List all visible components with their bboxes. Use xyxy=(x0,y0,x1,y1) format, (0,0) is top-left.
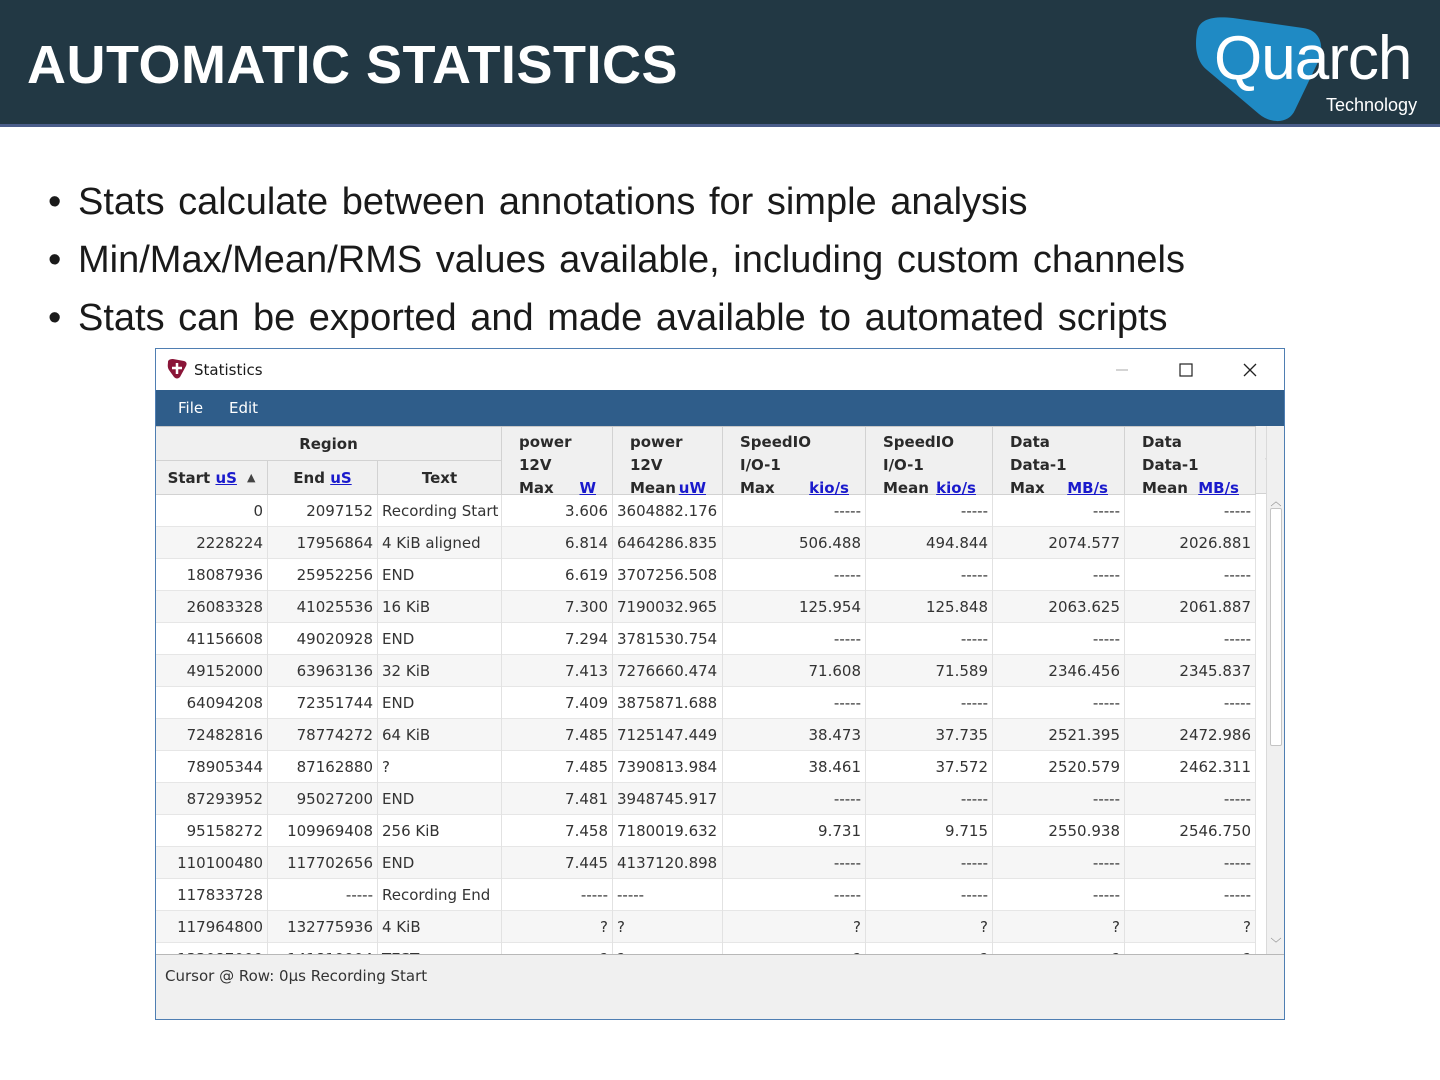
table-cell: 7276660.474 xyxy=(613,655,723,687)
table-cell: 256 KiB xyxy=(378,815,502,847)
bullet-text: Stats calculate between annotations for simple analysis xyxy=(78,181,1028,223)
vertical-scrollbar[interactable] xyxy=(1266,426,1284,954)
table-cell: 18087936 xyxy=(156,559,268,591)
scroll-down-icon[interactable]: ﹀ xyxy=(1270,938,1282,950)
table-cell: 7125147.449 xyxy=(613,719,723,751)
table-cell: 7.409 xyxy=(502,687,613,719)
column-header-line: Data xyxy=(1142,433,1182,451)
table-cell: 64 KiB xyxy=(378,719,502,751)
column-header[interactable] xyxy=(502,427,613,495)
table-row[interactable] xyxy=(156,719,1256,751)
column-header-line: 12V xyxy=(519,456,552,474)
menu-bar xyxy=(156,390,1284,426)
table-cell: 64094208 xyxy=(156,687,268,719)
column-header-label: End xyxy=(293,468,325,487)
table-cell: ----- xyxy=(613,879,723,911)
table-cell: 7.458 xyxy=(502,815,613,847)
table-cell: 6.619 xyxy=(502,559,613,591)
column-header-line: power xyxy=(630,433,683,451)
table-cell: 49152000 xyxy=(156,655,268,687)
table-cell: 117964800 xyxy=(156,911,268,943)
column-unit-link[interactable]: uS xyxy=(330,468,352,487)
slide-header xyxy=(0,0,1440,127)
table-cell: ----- xyxy=(866,879,993,911)
table-cell: 117833728 xyxy=(156,879,268,911)
table-cell: 87293952 xyxy=(156,783,268,815)
table-cell: 0 xyxy=(156,495,268,527)
table-cell: 9.715 xyxy=(866,815,993,847)
table-cell: 109969408 xyxy=(268,815,378,847)
table-cell: 125.848 xyxy=(866,591,993,623)
table-row[interactable] xyxy=(156,559,1256,591)
table-cell: 6.814 xyxy=(502,527,613,559)
column-unit-link[interactable]: kio/s xyxy=(936,479,976,497)
window-title: Statistics xyxy=(194,361,263,379)
column-header[interactable] xyxy=(866,427,993,495)
table-row[interactable] xyxy=(156,687,1256,719)
table-cell: 3.606 xyxy=(502,495,613,527)
table-cell: 6464286.835 xyxy=(613,527,723,559)
table-cell: ? xyxy=(502,911,613,943)
column-unit-link[interactable]: uS xyxy=(215,468,237,487)
table-cell: 78905344 xyxy=(156,751,268,783)
table-cell: 2546.750 xyxy=(1125,815,1256,847)
table-cell: 71.589 xyxy=(866,655,993,687)
table-cell: END xyxy=(378,847,502,879)
table-cell: END xyxy=(378,559,502,591)
column-header-line: power xyxy=(519,433,572,451)
table-row[interactable] xyxy=(156,847,1256,879)
table-cell: END xyxy=(378,783,502,815)
close-button[interactable] xyxy=(1227,349,1273,390)
table-cell: 132775936 xyxy=(268,911,378,943)
logo-wordmark: Quarch xyxy=(1214,24,1412,93)
table-cell: 506.488 xyxy=(723,527,866,559)
table-cell: 2521.395 xyxy=(993,719,1125,751)
table-cell: ? xyxy=(723,911,866,943)
table-cell: ? xyxy=(1125,911,1256,943)
table-cell: 7390813.984 xyxy=(613,751,723,783)
bullet-item xyxy=(48,180,1408,238)
column-header[interactable] xyxy=(1125,427,1256,495)
table-cell: 87162880 xyxy=(268,751,378,783)
column-unit-link[interactable]: uW xyxy=(678,479,706,497)
bullet-dot: • xyxy=(48,239,62,281)
table-cell: Recording End xyxy=(378,879,502,911)
table-cell: END xyxy=(378,687,502,719)
region-group-header: Region xyxy=(156,427,502,461)
table-row[interactable] xyxy=(156,527,1256,559)
table-cell: 26083328 xyxy=(156,591,268,623)
table-cell: ----- xyxy=(1125,783,1256,815)
table-cell: 7.485 xyxy=(502,751,613,783)
column-header-line: Data-1 xyxy=(1142,456,1199,474)
table-cell: 2228224 xyxy=(156,527,268,559)
status-bar xyxy=(156,954,1284,1019)
table-cell: 4 KiB aligned xyxy=(378,527,502,559)
table-cell: ? xyxy=(613,911,723,943)
table-cell: ----- xyxy=(993,559,1125,591)
table-cell: 2074.577 xyxy=(993,527,1125,559)
table-cell: ----- xyxy=(1125,559,1256,591)
column-header-label: Max xyxy=(1010,479,1045,497)
column-header-line: I/O-1 xyxy=(740,456,781,474)
column-header[interactable] xyxy=(993,427,1125,495)
column-header[interactable] xyxy=(268,461,378,495)
table-cell: ? xyxy=(866,911,993,943)
table-cell: 9.731 xyxy=(723,815,866,847)
table-cell: 7180019.632 xyxy=(613,815,723,847)
table-cell: ? xyxy=(993,911,1125,943)
table-cell: ? xyxy=(378,751,502,783)
table-cell: 71.608 xyxy=(723,655,866,687)
column-header-label: Start xyxy=(167,468,211,487)
column-header-line: SpeedIO xyxy=(740,433,811,451)
table-cell: 4 KiB xyxy=(378,911,502,943)
table-cell: 2097152 xyxy=(268,495,378,527)
bullet-dot: • xyxy=(48,297,62,339)
table-cell: 7190032.965 xyxy=(613,591,723,623)
table-cell: 3604882.176 xyxy=(613,495,723,527)
column-header-line: Data-1 xyxy=(1010,456,1067,474)
table-cell: 95158272 xyxy=(156,815,268,847)
table-cell: 72351744 xyxy=(268,687,378,719)
close-icon xyxy=(1243,363,1257,377)
table-row[interactable] xyxy=(156,623,1256,655)
table-cell: ----- xyxy=(993,783,1125,815)
table-cell: ----- xyxy=(1125,687,1256,719)
table-cell: 38.461 xyxy=(723,751,866,783)
table-cell: 37.735 xyxy=(866,719,993,751)
minimize-icon xyxy=(1115,363,1129,377)
table-cell: ----- xyxy=(866,847,993,879)
column-header[interactable] xyxy=(613,427,723,495)
table-cell: 2345.837 xyxy=(1125,655,1256,687)
table-cell: ----- xyxy=(723,847,866,879)
table-cell: 3875871.688 xyxy=(613,687,723,719)
bullet-text: Stats can be exported and made available to automated scripts xyxy=(78,297,1168,339)
window-titlebar[interactable] xyxy=(156,349,1284,390)
table-row[interactable] xyxy=(156,591,1256,623)
column-header-label: Max xyxy=(519,479,554,497)
table-cell: ----- xyxy=(993,879,1125,911)
table-cell: ----- xyxy=(268,879,378,911)
table-cell: ----- xyxy=(1125,879,1256,911)
table-cell: 3781530.754 xyxy=(613,623,723,655)
table-cell: ----- xyxy=(993,847,1125,879)
column-unit-link[interactable]: MB/s xyxy=(1067,479,1108,497)
column-header[interactable] xyxy=(156,461,268,495)
quarch-app-icon xyxy=(166,358,188,380)
table-cell: 494.844 xyxy=(866,527,993,559)
table-cell: 78774272 xyxy=(268,719,378,751)
column-unit-link[interactable]: W xyxy=(579,479,596,497)
column-unit-link[interactable]: kio/s xyxy=(809,479,849,497)
table-cell: 7.485 xyxy=(502,719,613,751)
table-cell: 2462.311 xyxy=(1125,751,1256,783)
table-cell: 3948745.917 xyxy=(613,783,723,815)
maximize-button[interactable] xyxy=(1163,349,1209,390)
table-cell: 7.445 xyxy=(502,847,613,879)
table-cell: 110100480 xyxy=(156,847,268,879)
table-row[interactable] xyxy=(156,815,1256,847)
minimize-button[interactable] xyxy=(1099,349,1145,390)
table-cell: 25952256 xyxy=(268,559,378,591)
statistics-table xyxy=(156,426,1284,954)
column-header-line: 12V xyxy=(630,456,663,474)
table-cell: ----- xyxy=(1125,847,1256,879)
sort-ascending-icon[interactable]: ▲ xyxy=(246,471,256,484)
column-header-label: Text xyxy=(421,468,458,487)
table-cell: 7.300 xyxy=(502,591,613,623)
table-cell: ----- xyxy=(723,623,866,655)
table-cell: ----- xyxy=(723,495,866,527)
bullet-item xyxy=(48,296,1408,354)
table-cell: 95027200 xyxy=(268,783,378,815)
table-cell: 7.294 xyxy=(502,623,613,655)
table-cell: ----- xyxy=(866,559,993,591)
table-cell: 2346.456 xyxy=(993,655,1125,687)
table-cell: 72482816 xyxy=(156,719,268,751)
bullet-text: Min/Max/Mean/RMS values available, including custom channels xyxy=(78,239,1185,281)
table-cell: ----- xyxy=(866,783,993,815)
table-cell: 2520.579 xyxy=(993,751,1125,783)
bullet-list xyxy=(48,180,1408,354)
slide-title: AUTOMATIC STATISTICS xyxy=(27,35,678,95)
table-row[interactable] xyxy=(156,655,1256,687)
table-cell: 2061.887 xyxy=(1125,591,1256,623)
column-header-line: SpeedIO xyxy=(883,433,954,451)
column-header-label: Mean xyxy=(883,479,929,497)
column-header-line: Data xyxy=(1010,433,1050,451)
table-cell: 32 KiB xyxy=(378,655,502,687)
bullet-dot: • xyxy=(48,181,62,223)
table-row[interactable] xyxy=(156,783,1256,815)
table-cell: ----- xyxy=(502,879,613,911)
table-cell: ----- xyxy=(993,495,1125,527)
status-text: Cursor @ Row: 0μs Recording Start xyxy=(165,967,428,985)
table-row[interactable] xyxy=(156,751,1256,783)
table-cell: ----- xyxy=(723,559,866,591)
table-cell: 37.572 xyxy=(866,751,993,783)
table-cell: ----- xyxy=(1125,495,1256,527)
table-cell: 125.954 xyxy=(723,591,866,623)
table-cell: 38.473 xyxy=(723,719,866,751)
scrollbar-thumb[interactable] xyxy=(1270,508,1282,746)
statistics-window xyxy=(155,348,1285,1020)
bullet-item xyxy=(48,238,1408,296)
column-header-line: I/O-1 xyxy=(883,456,924,474)
table-cell: 49020928 xyxy=(268,623,378,655)
table-cell: ----- xyxy=(723,783,866,815)
table-cell: 17956864 xyxy=(268,527,378,559)
table-cell: 117702656 xyxy=(268,847,378,879)
table-cell: 16 KiB xyxy=(378,591,502,623)
table-cell: 3707256.508 xyxy=(613,559,723,591)
table-cell: ----- xyxy=(866,623,993,655)
column-header-label: Max xyxy=(740,479,775,497)
menu-file[interactable]: File xyxy=(178,399,204,417)
table-cell: ----- xyxy=(866,687,993,719)
table-cell: ----- xyxy=(866,495,993,527)
column-header-label: Mean xyxy=(1142,479,1188,497)
table-cell: 2063.625 xyxy=(993,591,1125,623)
table-row[interactable] xyxy=(156,911,1256,943)
maximize-icon xyxy=(1179,363,1193,377)
menu-edit[interactable]: Edit xyxy=(229,399,259,417)
column-header-label: Mean xyxy=(630,479,676,497)
table-cell: ----- xyxy=(723,879,866,911)
table-cell: 41156608 xyxy=(156,623,268,655)
table-row[interactable] xyxy=(156,879,1256,911)
table-cell: 41025536 xyxy=(268,591,378,623)
table-cell: Recording Start xyxy=(378,495,502,527)
table-cell: ----- xyxy=(993,687,1125,719)
scroll-up-icon[interactable]: ︿ xyxy=(1270,496,1282,508)
table-cell: 63963136 xyxy=(268,655,378,687)
table-cell: 2550.938 xyxy=(993,815,1125,847)
logo-subtitle: Technology xyxy=(1326,95,1418,115)
table-cell: ----- xyxy=(723,687,866,719)
table-cell: END xyxy=(378,623,502,655)
column-header[interactable] xyxy=(378,461,502,495)
table-cell: 7.481 xyxy=(502,783,613,815)
column-unit-link[interactable]: MB/s xyxy=(1198,479,1239,497)
column-header[interactable] xyxy=(723,427,866,495)
table-row[interactable] xyxy=(156,495,1256,527)
table-cell: 2472.986 xyxy=(1125,719,1256,751)
table-cell: 7.413 xyxy=(502,655,613,687)
table-cell: ----- xyxy=(993,623,1125,655)
table-cell: 4137120.898 xyxy=(613,847,723,879)
table-cell: ----- xyxy=(1125,623,1256,655)
table-cell: 2026.881 xyxy=(1125,527,1256,559)
